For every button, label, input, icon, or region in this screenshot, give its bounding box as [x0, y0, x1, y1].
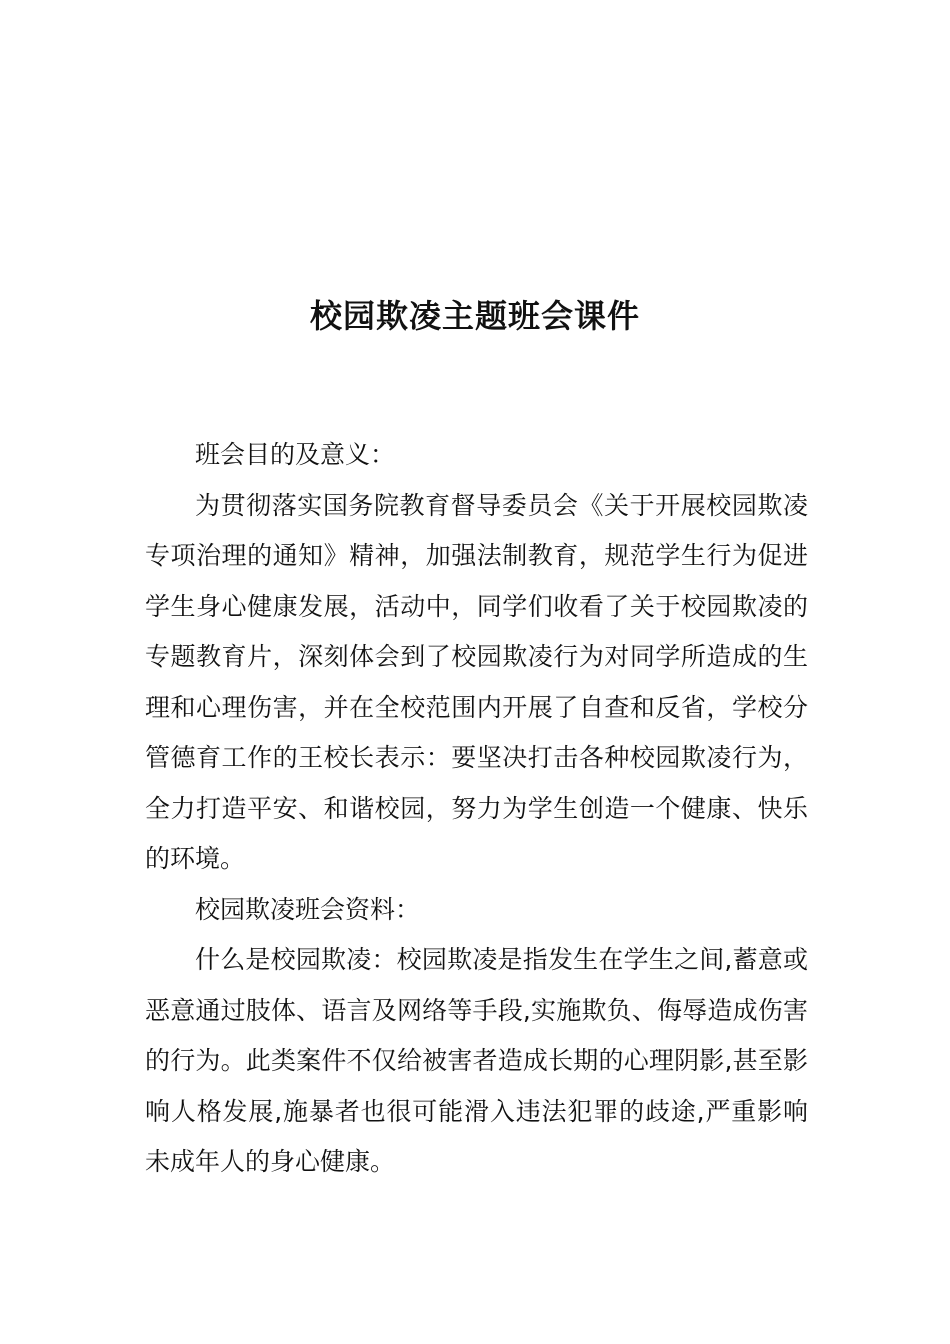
section-heading-purpose: 班会目的及意义： [195, 440, 396, 469]
section-heading-materials: 校园欺凌班会资料： [195, 894, 421, 924]
document-title: 校园欺凌主题班会课件 [309, 297, 640, 335]
document-body [145, 430, 808, 1188]
paragraph-definition: 什么是校园欺凌：校园欺凌是指发生在学生之间,蓄意或恶意通过肢体、语言及网络等手段,实施欺负、侮辱造成伤害的行为。此类案件不仅给被害者造成长期的心理阴影,甚至影响人格发展,施暴者也很可能滑入违法犯罪的歧途,严重影响未成年人的身心健康。 [145, 945, 808, 1176]
paragraph-purpose: 为贯彻落实国务院教育督导委员会《关于开展校园欺凌专项治理的通知》精神，加强法制教育，规范学生行为促进学生身心健康发展，活动中，同学们收看了关于校园欺凌的专题教育片，深刻体会到了校园欺凌行为对同学所造成的生理和心理伤害，并在全校范围内开展了自查和反省，学校分管德育工作的王校长表示：要坚决打击各种校园欺凌行为，全力打造平安、和谐校园，努力为学生创造一个健康、快乐的环境。 [145, 490, 808, 873]
